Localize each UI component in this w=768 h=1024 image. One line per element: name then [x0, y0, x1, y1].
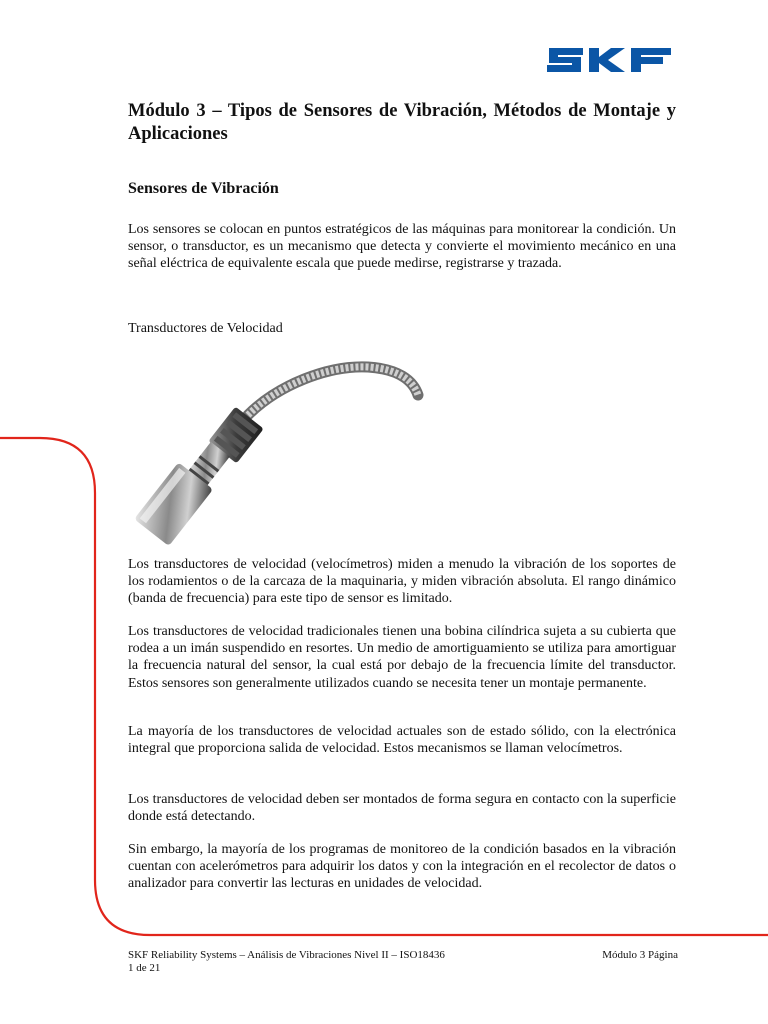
skf-logo	[545, 44, 675, 76]
footer-course-info: SKF Reliability Systems – Análisis de Vibraciones Nivel II – ISO18436	[128, 949, 445, 961]
figure-label: Transductores de Velocidad	[128, 321, 283, 336]
document-title: Módulo 3 – Tipos de Sensores de Vibración, Métodos de Montaje y Aplicaciones	[128, 101, 676, 144]
section-heading: Sensores de Vibración	[128, 180, 279, 197]
paragraph-1: Los transductores de velocidad (velocímetros) miden a menudo la vibración de los soportes de los rodamientos o de la carcaza de la maquinaria, y miden vibración absoluta. El rango dinámico (banda de frecuencia) para este tipo de sensor es limitado.	[128, 557, 676, 607]
velocity-transducer-image	[128, 355, 428, 545]
paragraph-4: Los transductores de velocidad deben ser montados de forma segura en contacto con la superficie donde está detectando.	[128, 792, 676, 825]
paragraph-2: Los transductores de velocidad tradicionales tienen una bobina cilíndrica sujeta a su cubierta que rodea a un imán suspendido en resortes. Un medio de amortiguamiento se utiliza para amortiguar la frecuencia natural del sensor, la cual está por debajo de la frecuencia límite del transductor. Estos sensores son generalmente utilizados cuando se necesita tener un montaje permanente.	[128, 624, 676, 691]
footer-module: Módulo 3 Página	[602, 949, 678, 961]
paragraph-5: Sin embargo, la mayoría de los programas de monitoreo de la condición basados en la vibración cuentan con acelerómetros para adquirir los datos y con la integración en el recolector de datos o analizador para convertir las lecturas en unidades de velocidad.	[128, 842, 676, 892]
paragraph-3: La mayoría de los transductores de velocidad actuales son de estado sólido, con la electrónica integral que proporciona salida de velocidad. Estos mecanismos se llaman velocímetros.	[128, 724, 676, 757]
page-footer	[128, 949, 678, 975]
intro-paragraph: Los sensores se colocan en puntos estratégicos de las máquinas para monitorear la condición. Un sensor, o transductor, es un mecanismo que detecta y convierte el movimiento mecánico en una señal eléctrica de equivalente escala que puede medirse, registrarse y trazada.	[128, 222, 676, 272]
footer-page-number: 1 de 21	[128, 962, 161, 974]
